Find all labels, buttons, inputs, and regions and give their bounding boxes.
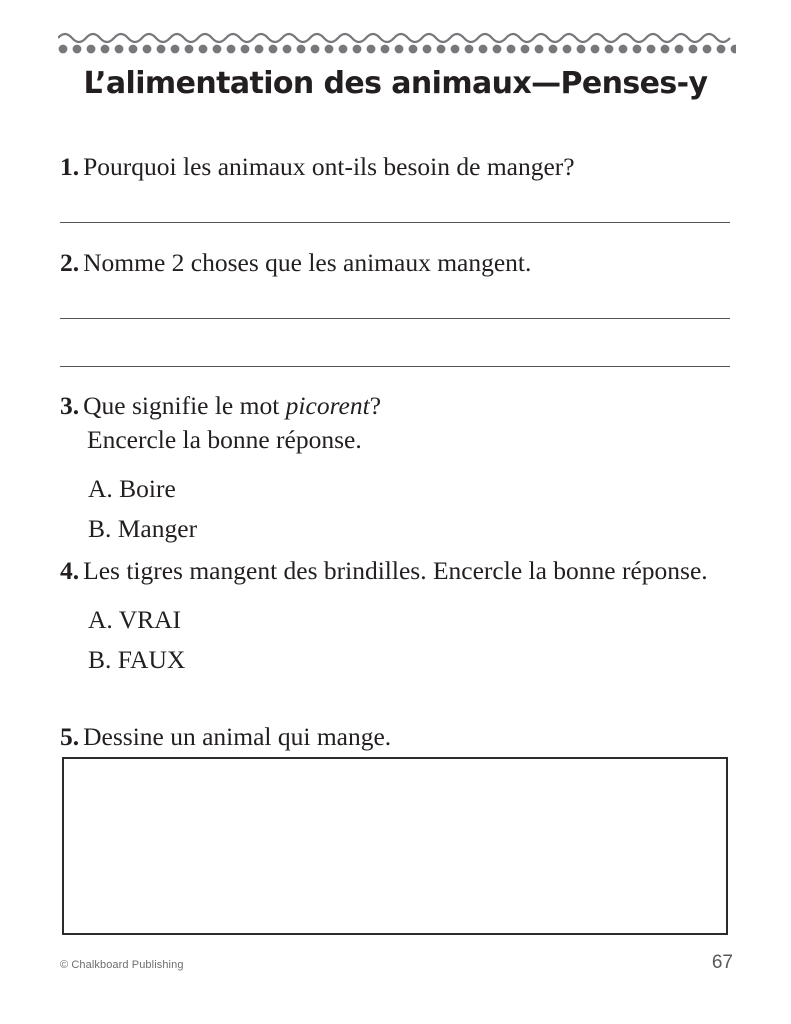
question-3-line: [60, 389, 732, 423]
page-title: L’alimentation des animaux—Penses-y: [83, 66, 708, 101]
answer-line-q1-1[interactable]: [60, 222, 730, 223]
question-3-text-after: ?: [369, 391, 382, 420]
footer-page-number: 67: [711, 952, 733, 973]
question-3-instruction-line: [60, 423, 732, 457]
question-1-text: Pourquoi les animaux ont-ils besoin de manger?: [83, 152, 575, 181]
header-decoration-border: [58, 30, 736, 56]
question-2-text: Nomme 2 choses que les animaux mangent.: [83, 248, 532, 277]
question-3-number: 3.: [60, 391, 80, 420]
question-2: [60, 246, 732, 280]
question-3: [60, 389, 732, 549]
answer-line-q2-2[interactable]: [60, 366, 730, 367]
question-5-line: [60, 720, 732, 754]
question-5: [60, 720, 732, 754]
question-3-italic-word: picorent: [285, 391, 370, 420]
question-3-option-a[interactable]: A. Boire: [88, 474, 176, 503]
question-2-number: 2.: [60, 248, 80, 277]
question-5-number: 5.: [60, 722, 80, 751]
question-1: [60, 150, 732, 184]
question-1-line: [60, 150, 732, 184]
question-4-option-b[interactable]: B. FAUX: [88, 645, 186, 674]
question-4-line: [60, 554, 732, 588]
question-3-instruction: Encercle la bonne réponse.: [87, 425, 362, 454]
footer-credit: © Chalkboard Publishing: [60, 959, 184, 971]
question-4-option-a[interactable]: A. VRAI: [88, 605, 182, 634]
question-1-number: 1.: [60, 152, 80, 181]
question-4-text: Les tigres mangent des brindilles. Encercle la bonne réponse.: [83, 556, 708, 585]
answer-line-q2-1[interactable]: [60, 318, 730, 319]
question-4-number: 4.: [60, 556, 80, 585]
question-3-option-b[interactable]: B. Manger: [88, 514, 198, 543]
question-2-line: [60, 246, 732, 280]
drawing-box[interactable]: [62, 757, 728, 935]
question-5-text: Dessine un animal qui mange.: [83, 722, 392, 751]
question-4: [60, 554, 732, 680]
question-3-text-before: Que signifie le mot: [83, 391, 286, 420]
